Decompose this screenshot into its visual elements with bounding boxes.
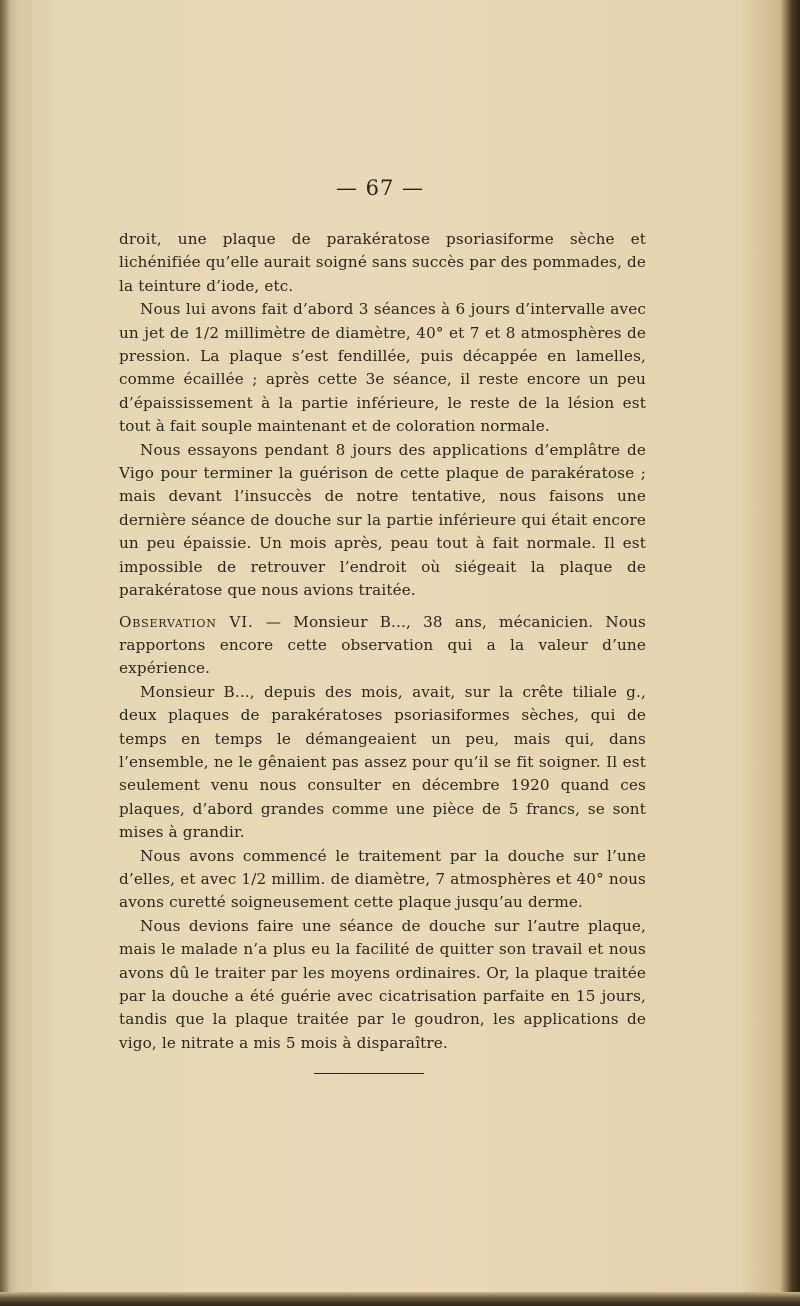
paragraph-treatment-start: Nous avons commencé le traitement par la douche sur l’une d’elles, et avec 1/2 millim. de diamètre, 7 atmosphères et 40° nous avons curetté soigneusement cette plaque jusqu’au derme. bbox=[119, 846, 646, 912]
body-text bbox=[119, 228, 646, 1055]
page-bottom-edge bbox=[0, 1292, 800, 1306]
paragraph-vigo: Nous essayons pendant 8 jours des applications d’emplâtre de Vigo pour terminer la guérison de cette plaque de parakératose ; mais devant l’insuccès de notre tentative, nous faisons une dernière séance de douche sur la partie inférieure qui était encore un peu épaissie. Un mois après, peau tout à fait normale. Il est impossible de retrouver l’endroit où siégeait la plaque de parakératose que nous avions traitée. bbox=[119, 440, 646, 600]
observation-heading: Observation VI. bbox=[119, 612, 254, 631]
page-number: — 67 — bbox=[335, 176, 425, 200]
section-end-rule bbox=[314, 1073, 424, 1074]
paragraph-outcome: Nous devions faire une séance de douche sur l’autre plaque, mais le malade n’a plus eu la facilité de quitter son travail et nous avons dû le traiter par les moyens ordinaires. Or, la plaque traitée par la douche a été guérie avec cicatrisation parfaite en 15 jours, tandis que la plaque traitée par le goudron, les applications de vigo, le nitrate a mis 5 mois à disparaître. bbox=[119, 916, 646, 1052]
observation-intro: — Monsieur B..., 38 ans, mécanicien. Nous rapportons encore cette observation qui a la valeur d’une expérience. bbox=[119, 612, 646, 678]
paragraph-treatment: Nous lui avons fait d’abord 3 séances à 6 jours d’intervalle avec un jet de 1/2 millimètre de diamètre, 40° et 7 et 8 atmosphères de pression. La plaque s’est fendillée, puis décappée en lamelles, comme écaillée ; après cette 3e séance, il reste encore un peu d’épaississement à la partie inférieure, le reste de la lésion est tout à fait souple maintenant et de coloration normale. bbox=[119, 300, 646, 436]
paragraph-patient-history: Monsieur B..., depuis des mois, avait, sur la crête tiliale g., deux plaques de parakératoses psoriasiformes sèches, qui de temps en temps le démangeaient un peu, mais qui, dans l’ensemble, ne le gênaient pas assez pour qu’il se fit soigner. Il est seulement venu nous consulter en décembre 1920 quand ces plaques, d’abord grandes comme une pièce de 5 francs, se sont mises à grandir. bbox=[119, 682, 646, 842]
paragraph-continuation: droit, une plaque de parakératose psoriasiforme sèche et lichénifiée qu’elle aurait soigné sans succès par des pommades, de la teinture d’iode, etc. bbox=[119, 230, 646, 295]
observation-heading-paragraph bbox=[119, 611, 646, 681]
